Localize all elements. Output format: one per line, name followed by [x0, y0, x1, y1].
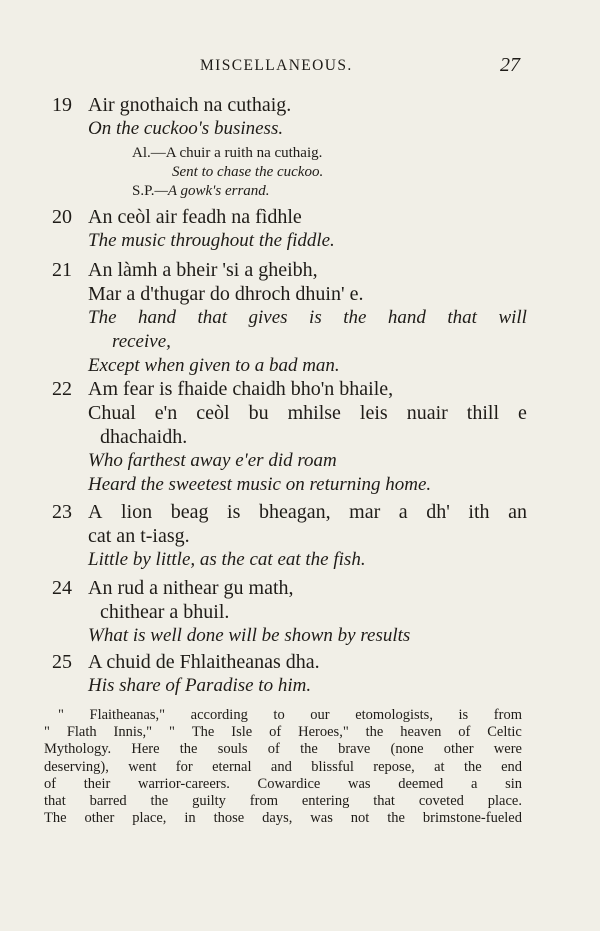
proverb-24	[52, 576, 527, 648]
english-line	[52, 229, 527, 253]
proverb-number: 21	[52, 259, 72, 281]
gaelic-line	[52, 401, 527, 425]
note-line: of their warrior-careers. Cowardice was deemed a sin	[44, 775, 522, 792]
variant-translation-line	[52, 163, 527, 182]
gaelic-line	[52, 650, 527, 674]
gaelic-line	[52, 205, 527, 229]
english-text: Who farthest away e'er did roam	[88, 450, 337, 471]
page-number: 27	[500, 54, 520, 76]
gaelic-line	[52, 258, 527, 282]
english-line	[52, 354, 527, 378]
english-line	[52, 449, 527, 473]
english-line	[52, 473, 527, 497]
note-line: Mythology. Here the souls of the brave (none other were	[44, 741, 522, 758]
proverb-23	[52, 500, 527, 572]
gaelic-text: A chuid de Fhlaitheanas dha.	[88, 651, 320, 673]
english-text: Except when given to a bad man.	[88, 355, 340, 376]
gaelic-line	[52, 500, 527, 524]
gaelic-line	[52, 576, 527, 600]
gaelic-line	[52, 425, 527, 449]
english-line	[52, 674, 527, 698]
variant-translation: Sent to chase the cuckoo.	[172, 164, 324, 180]
english-line	[52, 117, 527, 141]
english-text: What is well done will be shown by results	[88, 625, 411, 646]
gaelic-line	[52, 600, 527, 624]
proverb-number: 24	[52, 577, 72, 599]
gaelic-text: An ceòl air feadh na fìdhle	[88, 206, 302, 228]
proverb-21	[52, 258, 527, 378]
explanatory-note	[44, 707, 522, 827]
proverb-number: 22	[52, 378, 72, 400]
gaelic-text: cat an t-iasg.	[88, 525, 190, 547]
note-line: " Flath Innis," " The Isle of Heroes," the heaven of Celtic	[44, 724, 522, 741]
english-text: His share of Paradise to him.	[88, 675, 312, 696]
gaelic-line	[52, 282, 527, 306]
english-line	[52, 624, 527, 648]
proverb-19	[52, 93, 527, 201]
english-text: The music throughout the fiddle.	[88, 230, 335, 251]
gaelic-text: Mar a d'thugar do dhroch dhuin' e.	[88, 283, 364, 305]
gaelic-line	[52, 377, 527, 401]
gaelic-line	[52, 93, 527, 117]
english-text: The hand that gives is the hand that will	[88, 307, 527, 328]
proverb-22	[52, 377, 527, 497]
english-text: receive,	[112, 331, 171, 352]
english-line	[52, 330, 527, 354]
proverb-20	[52, 205, 527, 253]
gaelic-text: Air gnothaich na cuthaig.	[88, 94, 292, 116]
gaelic-text: Am fear is fhaide chaidh bho'n bhaile,	[88, 378, 394, 400]
note-line: that barred the guilty from entering that coveted place.	[44, 792, 522, 809]
gaelic-text: A lion beag is bheagan, mar a dh' ith an	[88, 501, 527, 523]
gaelic-text: An rud a nithear gu math,	[88, 577, 294, 599]
proverb-number: 23	[52, 501, 72, 523]
note-line: The other place, in those days, was not the brimstone-fueled	[44, 810, 522, 827]
english-text: On the cuckoo's business.	[88, 118, 284, 139]
proverb-number: 20	[52, 206, 72, 228]
variant-line	[52, 144, 527, 163]
running-head: MISCELLANEOUS.	[200, 57, 353, 74]
gaelic-line	[52, 524, 527, 548]
variant-text: —A chuir a ruith na cuthaig.	[150, 145, 323, 161]
gaelic-text: dhachaidh.	[100, 426, 188, 448]
variant-label: S.P.	[132, 183, 155, 199]
proverb-25	[52, 650, 527, 698]
proverb-number: 19	[52, 94, 72, 116]
variant-line	[52, 182, 527, 201]
gaelic-text: An làmh a bheir 'si a gheibh,	[88, 259, 318, 281]
english-line	[52, 306, 527, 330]
english-text: Heard the sweetest music on returning home.	[88, 474, 432, 495]
english-text: Little by little, as the cat eat the fish.	[88, 549, 366, 570]
note-line: deserving), went for eternal and blissful repose, at the end	[44, 758, 522, 775]
gaelic-text: Chual e'n ceòl bu mhilse leis nuair thill e	[88, 402, 527, 424]
gaelic-text: chithear a bhuil.	[100, 601, 230, 623]
variant-text: —A gowk's errand.	[154, 183, 270, 199]
page-header	[200, 54, 520, 81]
proverb-number: 25	[52, 651, 72, 673]
variant-label: Al.	[132, 145, 151, 161]
note-line: " Flaitheanas," according to our etomologists, is from	[58, 707, 522, 723]
english-line	[52, 548, 527, 572]
